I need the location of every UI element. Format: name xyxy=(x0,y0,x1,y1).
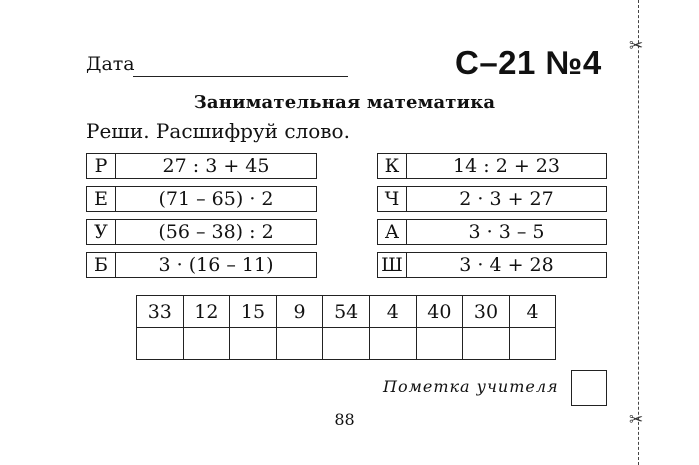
answer-number: 12 xyxy=(183,296,230,328)
expression-letter: Б xyxy=(86,252,116,278)
answer-number: 4 xyxy=(369,296,416,328)
answer-letter-cell[interactable] xyxy=(509,328,556,360)
expression-letter: К xyxy=(377,153,407,179)
scissors-icon: ✂ xyxy=(629,36,644,56)
answer-number: 15 xyxy=(230,296,277,328)
decode-table xyxy=(136,295,556,360)
expression-text: 27 : 3 + 45 xyxy=(116,153,317,179)
date-label: Дата xyxy=(86,53,135,75)
expression-text: (56 – 38) : 2 xyxy=(116,219,317,245)
teacher-mark-label: Пометка учителя xyxy=(383,377,559,396)
answer-letter-cell[interactable] xyxy=(416,328,463,360)
worksheet-code: С–21 №4 xyxy=(455,44,602,81)
expression-row xyxy=(377,219,607,245)
answer-letter-cell[interactable] xyxy=(230,328,277,360)
page-number xyxy=(0,410,699,429)
expression-text: 3 · 4 + 28 xyxy=(407,252,607,278)
cut-line xyxy=(638,0,639,465)
date-field-line[interactable] xyxy=(133,76,348,77)
expression-text: 3 · (16 – 11) xyxy=(116,252,317,278)
expression-letter: Е xyxy=(86,186,116,212)
answer-letter-cell[interactable] xyxy=(137,328,184,360)
expression-letter: Ч xyxy=(377,186,407,212)
expression-letter: Р xyxy=(86,153,116,179)
answer-number: 33 xyxy=(137,296,184,328)
expression-letter: У xyxy=(86,219,116,245)
title-text: Занимательная математика xyxy=(193,92,496,113)
answer-number-row xyxy=(137,296,556,328)
answer-number: 4 xyxy=(509,296,556,328)
answer-number: 30 xyxy=(463,296,510,328)
expression-text: 14 : 2 + 23 xyxy=(407,153,607,179)
answer-letter-row xyxy=(137,328,556,360)
scissors-icon: ✂ xyxy=(629,410,644,430)
expression-row xyxy=(86,252,317,278)
teacher-mark-box[interactable] xyxy=(571,370,607,406)
expression-text: 3 · 3 – 5 xyxy=(407,219,607,245)
answer-number: 40 xyxy=(416,296,463,328)
answer-number: 54 xyxy=(323,296,370,328)
expression-row xyxy=(86,186,317,212)
expression-row xyxy=(377,153,607,179)
expression-text: (71 – 65) · 2 xyxy=(116,186,317,212)
expression-row xyxy=(86,219,317,245)
expression-letter: А xyxy=(377,219,407,245)
answer-letter-cell[interactable] xyxy=(369,328,416,360)
answer-letter-cell[interactable] xyxy=(276,328,323,360)
answer-letter-cell[interactable] xyxy=(463,328,510,360)
expression-row xyxy=(86,153,317,179)
page-number-text: 88 xyxy=(334,410,355,429)
right-expressions xyxy=(377,153,607,278)
expression-row xyxy=(377,252,607,278)
answer-letter-cell[interactable] xyxy=(323,328,370,360)
left-expressions xyxy=(86,153,317,278)
expression-row xyxy=(377,186,607,212)
worksheet-title xyxy=(0,92,699,113)
answer-number: 9 xyxy=(276,296,323,328)
expression-letter: Ш xyxy=(377,252,407,278)
expression-text: 2 · 3 + 27 xyxy=(407,186,607,212)
answer-letter-cell[interactable] xyxy=(183,328,230,360)
instruction-text: Реши. Расшифруй слово. xyxy=(86,119,350,143)
